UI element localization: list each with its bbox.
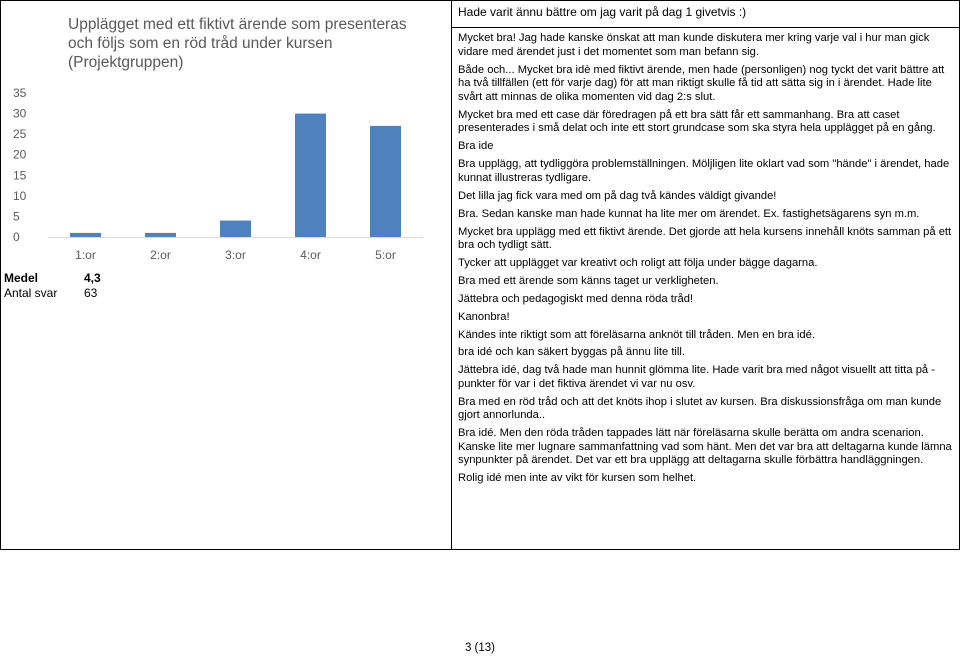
comment-item: bra idé och kan säkert byggas på ännu lite till. bbox=[458, 346, 685, 359]
x-tick-label: 3:or bbox=[225, 248, 246, 262]
comment-item: Både och... Mycket bra idè med fiktivt ärende, men hade (personligen) nog tyckt det varit bättre att ha två tillfällen (ett för varje dag) för att man riktigt skulle få tid att sätta sig in i ärendet. Hade lite svårt att minnas de olika momenten vid dag 2:s slut. bbox=[458, 63, 945, 103]
x-tick-label: 2:or bbox=[150, 248, 171, 262]
comment-item: Bra. Sedan kanske man hade kunnat ha lite mer om ärendet. Ex. fastighetsägarens syn m.m. bbox=[458, 207, 920, 220]
page-number: 3 (13) bbox=[464, 642, 496, 654]
comment-item: Mycket bra! Jag hade kanske önskat att man kunde diskutera mer kring varje val i hur man gick vidare med ärendet just i det momentet som man befann sig. bbox=[458, 32, 930, 58]
comment-item: Bra ide bbox=[458, 140, 494, 153]
comment-item: Kändes inte riktigt som att föreläsarna anknöt till tråden. Men en bra idé. bbox=[458, 328, 815, 341]
comment-item: Mycket bra upplägg med ett fiktivt ärende. Det gjorde att hela kursens innehåll knöts samman på ett bra och tydligt sätt. bbox=[458, 225, 952, 252]
y-tick-label: 25 bbox=[13, 127, 27, 142]
count-label: Antal svar bbox=[4, 286, 58, 300]
bar bbox=[145, 233, 176, 237]
comment-item: Jättebra och pedagogiskt med denna röda tråd! bbox=[458, 292, 694, 305]
mean-value: 4,3 bbox=[84, 271, 101, 285]
comment-item: Jättebra idé, dag två hade man hunnit glömma lite. Hade varit bra med något visuellt att titta på - punkter för var i det fiktiva ärendet vi var nu osv. bbox=[458, 364, 935, 390]
comment-item: Mycket bra med ett case där föredragen på ett bra sätt får ett sammanhang. Bra att caset presenterades i små delat och inte ett stort grundcase som ska styra hela upplägget på en gång. bbox=[458, 108, 936, 135]
comment-list bbox=[458, 28, 952, 486]
bar bbox=[370, 126, 401, 237]
comment-item: Kanonbra! bbox=[458, 310, 510, 323]
mean-label: Medel bbox=[4, 271, 39, 285]
x-tick-label: 5:or bbox=[375, 248, 396, 262]
bar bbox=[220, 221, 251, 237]
x-tick-label: 1:or bbox=[75, 248, 96, 262]
comment-item: Bra upplägg, att tydliggöra problemställningen. Möljligen lite oklart vad som "hände" i ärendet, hade kunnat illustreras tydligare. bbox=[458, 158, 950, 184]
count-value: 63 bbox=[84, 286, 98, 300]
comment-item: Tycker att upplägget var kreativt och roligt att följa under bägge dagarna. bbox=[458, 256, 818, 269]
bar bbox=[295, 114, 326, 237]
comment-item: Bra med ett ärende som känns taget ur verkligheten. bbox=[458, 274, 719, 287]
y-tick-label: 0 bbox=[13, 230, 20, 244]
chart-area bbox=[0, 0, 450, 300]
column-divider bbox=[451, 0, 452, 549]
x-tick-label: 4:or bbox=[300, 248, 321, 262]
comment-item: Det lilla jag fick vara med om på dag två kändes väldigt givande! bbox=[458, 189, 777, 202]
comment-item: Bra med en röd tråd och att det knöts ihop i slutet av kursen. Bra diskussionsfråga om man kunde gjort annorlunda.. bbox=[458, 395, 942, 422]
bar bbox=[70, 233, 101, 237]
y-tick-label: 30 bbox=[13, 106, 27, 121]
chart-title: Upplägget med ett fiktivt ärende som presenteras och följs som en röd tråd under kursen (Projektgruppen) bbox=[68, 16, 407, 71]
y-tick-label: 20 bbox=[13, 147, 27, 162]
y-tick-label: 35 bbox=[13, 86, 27, 100]
y-tick-label: 5 bbox=[13, 209, 20, 224]
comment-item: Bra idé. Men den röda tråden tappades lätt när föreläsarna skulle berätta om andra scenarion. Kanske lite mer lugnare sammanfattning vad som hänt. Men det var bra att deltagarna kunde lämna synpunkter på ärendet. Det var ett bra upplägg att deltagarna skulle förbättra handläggningen. bbox=[458, 427, 952, 467]
y-tick-label: 15 bbox=[13, 168, 27, 183]
comment-item: Rolig idé men inte av vikt för kursen som helhet. bbox=[458, 472, 697, 485]
y-tick-label: 10 bbox=[13, 188, 27, 203]
bar-chart bbox=[0, 0, 450, 300]
comments-header: Hade varit ännu bättre om jag varit på dag 1 givetvis :) bbox=[458, 5, 747, 19]
